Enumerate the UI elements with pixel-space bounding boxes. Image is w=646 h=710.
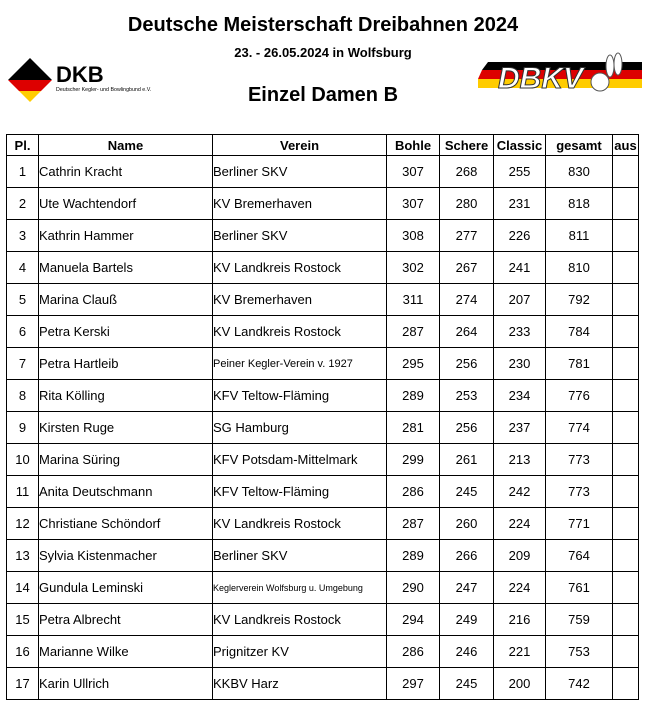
- name-cell: Karin Ullrich: [39, 668, 213, 700]
- total-score-cell: 774: [546, 412, 613, 444]
- bohle-score-cell: 295: [387, 348, 440, 380]
- classic-score-cell: 237: [494, 412, 546, 444]
- table-row: [7, 348, 639, 380]
- bohle-score-cell: 281: [387, 412, 440, 444]
- club-cell: Keglerverein Wolfsburg u. Umgebung: [213, 572, 387, 604]
- club-cell: KV Landkreis Rostock: [213, 252, 387, 284]
- column-header: Name: [39, 135, 213, 156]
- schere-score-cell: 268: [440, 156, 494, 188]
- rank-cell: 11: [7, 476, 39, 508]
- total-score-cell: 773: [546, 444, 613, 476]
- table-row: [7, 380, 639, 412]
- table-row: [7, 476, 639, 508]
- name-cell: Christiane Schöndorf: [39, 508, 213, 540]
- schere-score-cell: 260: [440, 508, 494, 540]
- name-cell: Kathrin Hammer: [39, 220, 213, 252]
- rank-cell: 16: [7, 636, 39, 668]
- name-cell: Marina Süring: [39, 444, 213, 476]
- total-score-cell: 784: [546, 316, 613, 348]
- rank-cell: 6: [7, 316, 39, 348]
- name-cell: Kirsten Ruge: [39, 412, 213, 444]
- table-row: [7, 540, 639, 572]
- club-cell: KV Landkreis Rostock: [213, 508, 387, 540]
- results-table: [6, 134, 639, 700]
- club-cell: KFV Teltow-Fläming: [213, 476, 387, 508]
- classic-score-cell: 255: [494, 156, 546, 188]
- aus-cell: [613, 284, 639, 316]
- table-row: [7, 220, 639, 252]
- total-score-cell: 742: [546, 668, 613, 700]
- schere-score-cell: 266: [440, 540, 494, 572]
- schere-score-cell: 249: [440, 604, 494, 636]
- classic-score-cell: 224: [494, 508, 546, 540]
- column-header: Pl.: [7, 135, 39, 156]
- bohle-score-cell: 289: [387, 540, 440, 572]
- aus-cell: [613, 252, 639, 284]
- rank-cell: 9: [7, 412, 39, 444]
- schere-score-cell: 264: [440, 316, 494, 348]
- schere-score-cell: 261: [440, 444, 494, 476]
- name-cell: Petra Albrecht: [39, 604, 213, 636]
- table-row: [7, 412, 639, 444]
- classic-score-cell: 231: [494, 188, 546, 220]
- column-header: gesamt: [546, 135, 613, 156]
- club-cell: KV Bremerhaven: [213, 284, 387, 316]
- bohle-score-cell: 289: [387, 380, 440, 412]
- name-cell: Gundula Leminski: [39, 572, 213, 604]
- bohle-score-cell: 286: [387, 476, 440, 508]
- table-row: [7, 572, 639, 604]
- rank-cell: 10: [7, 444, 39, 476]
- total-score-cell: 811: [546, 220, 613, 252]
- club-cell: Berliner SKV: [213, 156, 387, 188]
- bohle-score-cell: 287: [387, 316, 440, 348]
- name-cell: Marina Clauß: [39, 284, 213, 316]
- bohle-score-cell: 307: [387, 188, 440, 220]
- classic-score-cell: 242: [494, 476, 546, 508]
- name-cell: Petra Hartleib: [39, 348, 213, 380]
- classic-score-cell: 207: [494, 284, 546, 316]
- dkb-logo-text: DKB: [56, 62, 104, 87]
- classic-score-cell: 213: [494, 444, 546, 476]
- total-score-cell: 810: [546, 252, 613, 284]
- event-date-location: 23. - 26.05.2024 in Wolfsburg: [234, 45, 412, 60]
- classic-score-cell: 233: [494, 316, 546, 348]
- aus-cell: [613, 380, 639, 412]
- bohle-score-cell: 311: [387, 284, 440, 316]
- discipline-heading: Einzel Damen B: [247, 84, 399, 106]
- column-header: Bohle: [387, 135, 440, 156]
- bohle-score-cell: 290: [387, 572, 440, 604]
- column-header: Classic: [494, 135, 546, 156]
- page-title: Deutsche Meisterschaft Dreibahnen 2024: [127, 14, 519, 36]
- rank-cell: 17: [7, 668, 39, 700]
- rank-cell: 4: [7, 252, 39, 284]
- total-score-cell: 818: [546, 188, 613, 220]
- schere-score-cell: 246: [440, 636, 494, 668]
- aus-cell: [613, 156, 639, 188]
- club-cell: KV Landkreis Rostock: [213, 316, 387, 348]
- bohle-score-cell: 299: [387, 444, 440, 476]
- name-cell: Rita Kölling: [39, 380, 213, 412]
- dbkv-logo-text: DBKV: [498, 62, 584, 95]
- rank-cell: 15: [7, 604, 39, 636]
- aus-cell: [613, 604, 639, 636]
- schere-score-cell: 280: [440, 188, 494, 220]
- bohle-score-cell: 302: [387, 252, 440, 284]
- schere-score-cell: 245: [440, 476, 494, 508]
- table-header-row: [7, 135, 639, 156]
- table-row: [7, 636, 639, 668]
- total-score-cell: 761: [546, 572, 613, 604]
- aus-cell: [613, 508, 639, 540]
- classic-score-cell: 200: [494, 668, 546, 700]
- aus-cell: [613, 668, 639, 700]
- bohle-score-cell: 307: [387, 156, 440, 188]
- column-header: Schere: [440, 135, 494, 156]
- classic-score-cell: 234: [494, 380, 546, 412]
- club-cell: SG Hamburg: [213, 412, 387, 444]
- schere-score-cell: 253: [440, 380, 494, 412]
- name-cell: Ute Wachtendorf: [39, 188, 213, 220]
- aus-cell: [613, 636, 639, 668]
- aus-cell: [613, 188, 639, 220]
- rank-cell: 2: [7, 188, 39, 220]
- dbkv-logo: [478, 52, 642, 100]
- schere-score-cell: 267: [440, 252, 494, 284]
- name-cell: Manuela Bartels: [39, 252, 213, 284]
- dkb-logo: [6, 54, 206, 108]
- aus-cell: [613, 220, 639, 252]
- club-cell: KFV Potsdam-Mittelmark: [213, 444, 387, 476]
- rank-cell: 12: [7, 508, 39, 540]
- schere-score-cell: 247: [440, 572, 494, 604]
- aus-cell: [613, 540, 639, 572]
- table-row: [7, 252, 639, 284]
- column-header: aus: [613, 135, 639, 156]
- total-score-cell: 759: [546, 604, 613, 636]
- rank-cell: 5: [7, 284, 39, 316]
- bohle-score-cell: 308: [387, 220, 440, 252]
- bohle-score-cell: 294: [387, 604, 440, 636]
- classic-score-cell: 209: [494, 540, 546, 572]
- aus-cell: [613, 444, 639, 476]
- schere-score-cell: 256: [440, 412, 494, 444]
- schere-score-cell: 256: [440, 348, 494, 380]
- rank-cell: 3: [7, 220, 39, 252]
- name-cell: Petra Kerski: [39, 316, 213, 348]
- classic-score-cell: 224: [494, 572, 546, 604]
- aus-cell: [613, 412, 639, 444]
- classic-score-cell: 230: [494, 348, 546, 380]
- name-cell: Cathrin Kracht: [39, 156, 213, 188]
- total-score-cell: 776: [546, 380, 613, 412]
- table-row: [7, 188, 639, 220]
- total-score-cell: 792: [546, 284, 613, 316]
- bohle-score-cell: 286: [387, 636, 440, 668]
- club-cell: Berliner SKV: [213, 220, 387, 252]
- total-score-cell: 771: [546, 508, 613, 540]
- name-cell: Sylvia Kistenmacher: [39, 540, 213, 572]
- club-cell: KV Bremerhaven: [213, 188, 387, 220]
- total-score-cell: 764: [546, 540, 613, 572]
- club-cell: Prignitzer KV: [213, 636, 387, 668]
- rank-cell: 7: [7, 348, 39, 380]
- aus-cell: [613, 316, 639, 348]
- name-cell: Anita Deutschmann: [39, 476, 213, 508]
- total-score-cell: 830: [546, 156, 613, 188]
- total-score-cell: 773: [546, 476, 613, 508]
- club-cell: KFV Teltow-Fläming: [213, 380, 387, 412]
- table-row: [7, 316, 639, 348]
- dkb-logo-tagline: Deutscher Kegler- und Bowlingbund e.V.: [56, 87, 152, 93]
- rank-cell: 13: [7, 540, 39, 572]
- table-row: [7, 156, 639, 188]
- rank-cell: 14: [7, 572, 39, 604]
- bohle-score-cell: 297: [387, 668, 440, 700]
- classic-score-cell: 216: [494, 604, 546, 636]
- club-cell: KV Landkreis Rostock: [213, 604, 387, 636]
- schere-score-cell: 274: [440, 284, 494, 316]
- aus-cell: [613, 572, 639, 604]
- total-score-cell: 781: [546, 348, 613, 380]
- classic-score-cell: 221: [494, 636, 546, 668]
- aus-cell: [613, 348, 639, 380]
- table-row: [7, 444, 639, 476]
- aus-cell: [613, 476, 639, 508]
- rank-cell: 1: [7, 156, 39, 188]
- classic-score-cell: 226: [494, 220, 546, 252]
- table-row: [7, 668, 639, 700]
- column-header: Verein: [213, 135, 387, 156]
- schere-score-cell: 277: [440, 220, 494, 252]
- name-cell: Marianne Wilke: [39, 636, 213, 668]
- table-row: [7, 284, 639, 316]
- club-cell: Berliner SKV: [213, 540, 387, 572]
- schere-score-cell: 245: [440, 668, 494, 700]
- table-row: [7, 508, 639, 540]
- rank-cell: 8: [7, 380, 39, 412]
- club-cell: KKBV Harz: [213, 668, 387, 700]
- club-cell: Peiner Kegler-Verein v. 1927: [213, 348, 387, 380]
- bohle-score-cell: 287: [387, 508, 440, 540]
- classic-score-cell: 241: [494, 252, 546, 284]
- total-score-cell: 753: [546, 636, 613, 668]
- table-row: [7, 604, 639, 636]
